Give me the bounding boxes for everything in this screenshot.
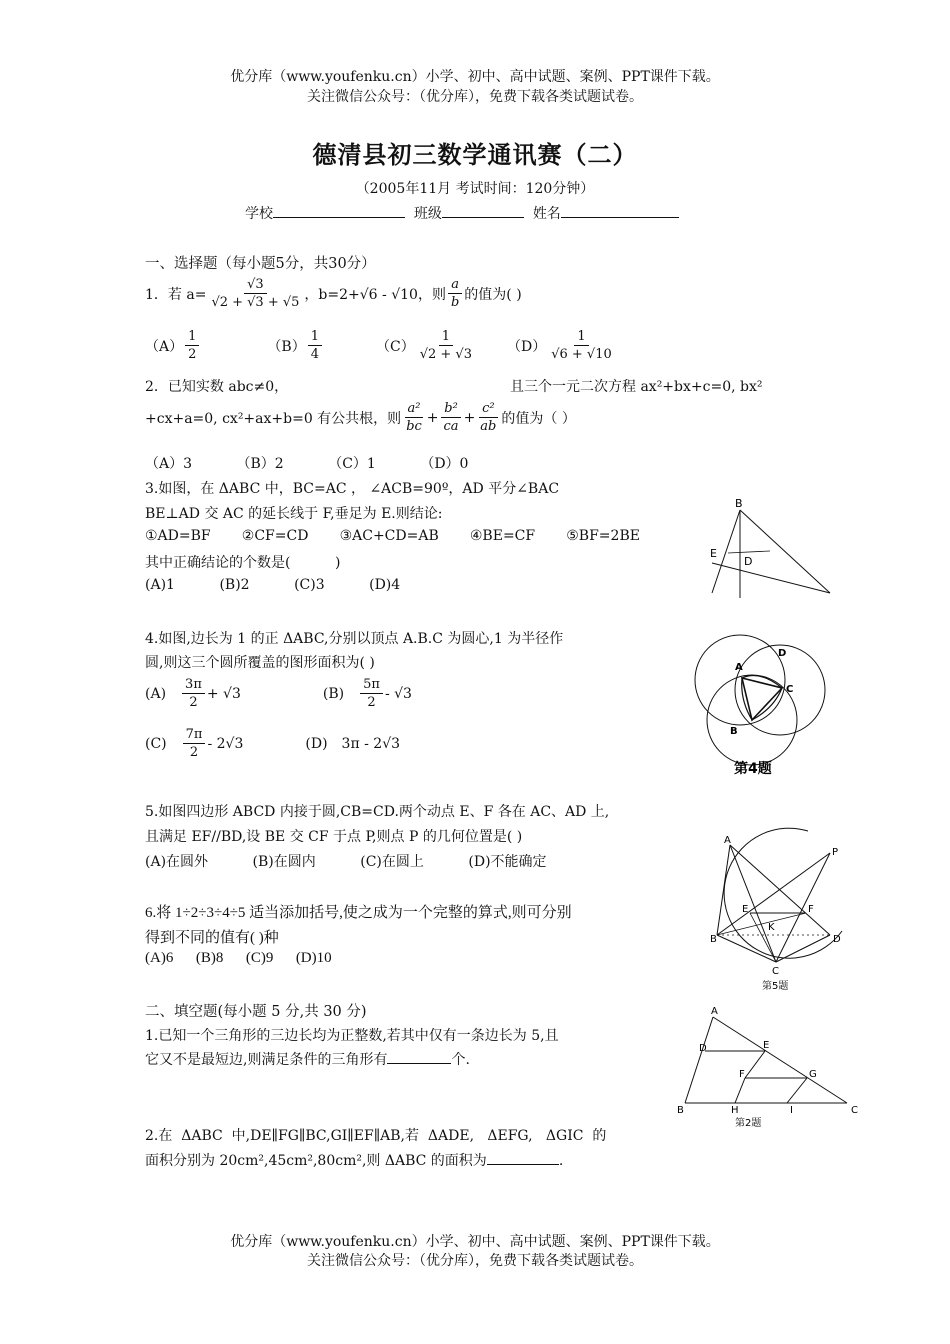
fig5-label-k: K — [768, 922, 775, 933]
q3-line4: 其中正确结论的个数是( ) — [145, 555, 341, 571]
school-label: 学校 — [245, 206, 273, 222]
q4-B-label: (B) — [322, 685, 345, 702]
q4-A-label: (A) — [145, 685, 167, 702]
fig5-label-p: P — [832, 847, 839, 858]
s2-q1-line2 — [145, 1049, 470, 1069]
q1-optA-den: 2 — [188, 347, 197, 362]
q4-A-frac — [182, 676, 205, 711]
q5-options: (A)在圆外 (B)在圆内 (C)在圆上 (D)不能确定 — [145, 854, 547, 870]
q4-B-tail: - √3 — [384, 685, 412, 702]
fig2-label-g: G — [809, 1069, 817, 1080]
fig5-caption: 第5题 — [762, 981, 789, 992]
q1-b-text: ，b=2+√6 - √10，则 — [304, 286, 446, 303]
q1-suffix: 的值为( ) — [464, 286, 522, 303]
fig4-label-c: C — [786, 684, 794, 695]
q3-line3: ①AD=BF ②CF=CD ③AC+CD=AB ④BE=CF ⑤BF=2BE — [145, 528, 640, 544]
fig2-label-f: F — [739, 1069, 745, 1080]
q1-optA-label: （A） — [145, 338, 184, 355]
fig2-label-e: E — [763, 1040, 770, 1051]
footer-line-1: 优分库（www.youfenku.cn）小学、初中、高中试题、案例、PPT课件下载。 — [230, 1234, 720, 1250]
q1-optB-den: 4 — [310, 347, 319, 362]
fig3-label-e: E — [710, 547, 717, 560]
q4-C-num: 7π — [183, 726, 206, 744]
q1-ab-den: b — [450, 295, 460, 310]
q1-a-num: √3 — [244, 276, 267, 294]
q4-line2: 圆,则这三个圆所覆盖的图形面积为( ) — [145, 655, 375, 671]
fig5-label-a: A — [724, 835, 731, 846]
q1-optC-num: 1 — [439, 328, 453, 346]
q2-frac1 — [403, 400, 425, 435]
q1-stem — [145, 276, 522, 311]
fig2-label-a: A — [711, 1006, 718, 1017]
fig2-caption: 第2题 — [735, 1118, 762, 1129]
q4-A-den: 2 — [189, 695, 198, 710]
q1-a-fraction — [208, 276, 302, 311]
q4-D-text: 3π - 2√3 — [341, 735, 401, 752]
q4-line1: 4.如图,边长为 1 的正 ΔABC,分别以顶点 A.B.C 为圆心,1 为半径作 — [145, 631, 564, 647]
fig2-label-b: B — [677, 1105, 684, 1116]
q2-line1a: 2．已知实数 abc≠0， — [145, 379, 289, 395]
fig2-label-i: I — [790, 1105, 793, 1116]
q5-figure — [700, 825, 860, 995]
class-blank[interactable] — [442, 203, 524, 218]
q4-B-frac — [360, 676, 383, 711]
s2-q1-line1: 1.已知一个三角形的三边长均为正整数,若其中仅有一条边长为 5,且 — [145, 1028, 559, 1044]
q4-C-den: 2 — [189, 745, 199, 760]
q1-optC-frac — [417, 328, 475, 363]
q5-line1: 5.如图四边形 ABCD 内接于圆,CB=CD.两个动点 E、F 各在 AC、AD 上, — [145, 804, 610, 820]
q2-f1d: bc — [406, 419, 422, 434]
q1-optC-den: √2 + √3 — [419, 347, 472, 362]
info-line — [245, 203, 679, 223]
q2-line2b: 的值为（ ） — [501, 410, 576, 427]
q1-ab-fraction — [448, 276, 462, 311]
q1-optD-num: 1 — [574, 328, 588, 346]
section-1-heading: 一、选择题（每小题5分，共30分） — [145, 256, 376, 272]
q6-options: (A)6 (B)8 (C)9 (D)10 — [145, 950, 332, 966]
q2-line2a: +cx+a=0, cx²+ax+b=0 有公共根，则 — [145, 410, 402, 427]
q4-figure — [690, 630, 830, 780]
q3-figure — [700, 495, 840, 605]
s2-q2-answer-blank[interactable] — [487, 1150, 559, 1165]
q4-C-frac — [183, 726, 206, 761]
q6-line1: 6.将 1÷2÷3÷4÷5 适当添加括号,使之成为一个完整的算式,则可分别 — [145, 905, 572, 921]
q4-C-tail: - 2√3 — [207, 735, 244, 752]
fig2-label-c: C — [851, 1105, 858, 1116]
q4-B-den: 2 — [367, 695, 376, 710]
q1-optD-den: √6 + √10 — [551, 347, 612, 362]
q1-optC-label: （C） — [375, 338, 415, 355]
q2-f3n: c² — [479, 400, 498, 418]
q2-f2n: b² — [441, 400, 461, 418]
fig5-label-c: C — [772, 966, 779, 977]
s2-q2-line1: 2.在 ΔABC 中,DE∥FG∥BC,GI∥EF∥AB,若 ΔADE, ΔEFG, ΔGIC 的 — [145, 1128, 607, 1144]
q2-line1b: 且三个一元二次方程 ax²+bx+c=0, bx² — [510, 379, 763, 395]
q1-optA-num: 1 — [185, 328, 199, 346]
school-blank[interactable] — [273, 203, 405, 218]
name-label: 姓名 — [532, 206, 561, 222]
s2-q1-line2b: 个. — [451, 1052, 470, 1068]
page-title: 德清县初三数学通讯赛（二） — [312, 140, 638, 169]
q4-options-cd — [145, 726, 400, 761]
q4-options-ab — [145, 676, 412, 711]
exam-subtitle: （2005年11月 考试时间：120分钟） — [355, 181, 595, 197]
s2-q1-answer-blank[interactable] — [387, 1049, 451, 1064]
s2-q2-line2b: . — [558, 1153, 564, 1169]
q3-options: (A)1 (B)2 (C)3 (D)4 — [145, 577, 401, 593]
class-label: 班级 — [413, 206, 442, 222]
q1-optD-frac — [548, 328, 615, 363]
q4-A-tail: + √3 — [206, 685, 241, 702]
q2-f1n: a² — [405, 400, 424, 418]
q1-optB-frac — [308, 328, 322, 363]
q5-line2: 且满足 EF//BD,设 BE 交 CF 于点 P,则点 P 的几何位置是( ) — [145, 829, 523, 845]
q4-C-label: (C) — [145, 735, 167, 752]
name-blank[interactable] — [561, 203, 679, 218]
q2-f2d: ca — [443, 419, 459, 434]
q2-line2: +cx+a=0, cx²+ax+b=0 有公共根，则 $\frac{\text{a²}}{bc}$ + $\frac{\text{b²}}{ca}$ + $\frac{\text{c²}}{ab}$ 的值为（ ） — [145, 401, 576, 434]
fig5-label-d: D — [833, 934, 841, 945]
fig4-caption: 第4题 — [734, 761, 772, 777]
fig4-label-b: B — [730, 726, 738, 737]
fig2-label-d: D — [699, 1043, 707, 1054]
q1-optB-label: （B） — [267, 338, 306, 355]
q2-frac2 — [441, 400, 462, 435]
q4-D-label: (D) — [305, 735, 328, 752]
header-line-2: 关注微信公众号：（优分库），免费下载各类试题试卷。 — [307, 89, 643, 105]
fig5-label-e: E — [742, 904, 749, 915]
footer-line-2: 关注微信公众号：（优分库），免费下载各类试题试卷。 — [307, 1253, 643, 1269]
q1-prefix: 1．若 a= — [145, 286, 207, 303]
fig4-label-d: D — [778, 648, 787, 659]
header-line-1: 优分库（www.youfenku.cn）小学、初中、高中试题、案例、PPT课件下载。 — [230, 69, 720, 85]
s2-q2-figure — [675, 1005, 865, 1130]
q1-a-den: √2 + √3 + √5 — [211, 295, 300, 310]
q3-line2: BE⊥AD 交 AC 的延长线于 F,垂足为 E.则结论: — [145, 506, 443, 522]
section-2-heading: 二、填空题(每小题 5 分,共 30 分) — [145, 1004, 367, 1020]
fig5-label-f: F — [808, 904, 814, 915]
q6-line2: 得到不同的值有( )种 — [145, 930, 279, 946]
q4-B-num: 5π — [360, 676, 383, 694]
fig4-label-a: A — [735, 662, 743, 673]
q4-A-num: 3π — [182, 676, 205, 694]
q1-optB-num: 1 — [308, 328, 322, 346]
fig3-label-d: D — [744, 555, 753, 568]
s2-q1-line2a: 它又不是最短边,则满足条件的三角形有 — [145, 1052, 388, 1068]
fig2-label-h: H — [731, 1105, 739, 1116]
q1-optA-frac — [185, 328, 199, 363]
q3-line1: 3.如图，在 ΔABC 中，BC=AC ， ∠ACB=90º，AD 平分∠BAC — [145, 481, 560, 497]
q1-optD-label: （D） — [506, 338, 547, 355]
s2-q2-line2a: 面积分别为 20cm²,45cm²,80cm²,则 ΔABC 的面积为 — [145, 1153, 487, 1169]
fig5-label-b: B — [710, 934, 717, 945]
fig3-label-b: B — [735, 497, 743, 510]
q1-ab-num: a — [448, 276, 462, 294]
q2-options: （A）3 （B）2 （C）1 （D）0 — [145, 456, 469, 472]
q1-options — [145, 328, 617, 363]
s2-q2-line2 — [145, 1150, 563, 1170]
q2-frac3 — [477, 400, 499, 435]
q2-f3d: ab — [480, 419, 497, 434]
